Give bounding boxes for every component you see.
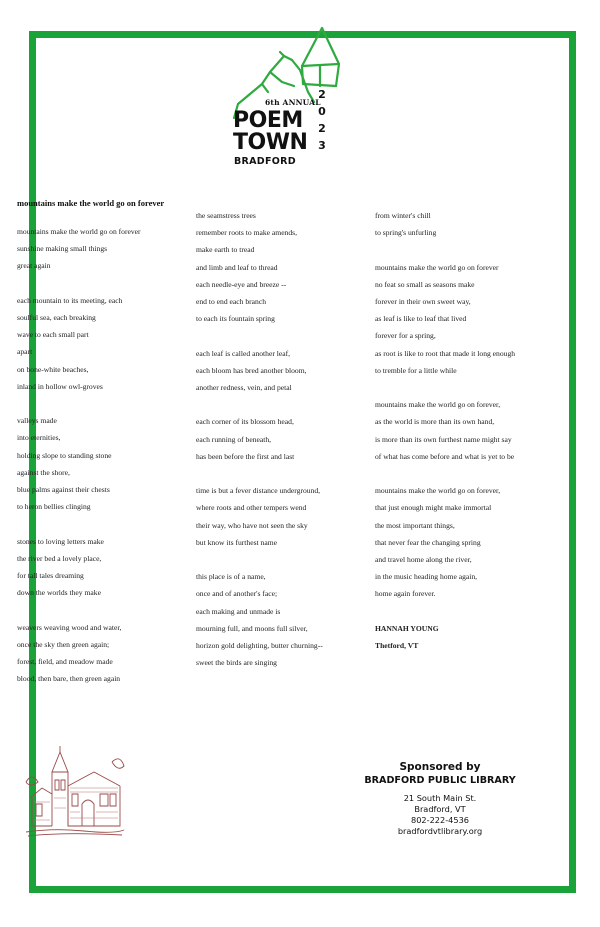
poem-title: mountains make the world go on forever [17,198,165,208]
poem-line: in the music heading home again, [375,572,478,582]
poem-line: each making and unmade is [196,606,281,616]
poem-line: each leaf is called another leaf, [196,348,291,358]
logo-town-word: TOWN [233,130,308,155]
poem-line: blood, then bare, then green again [17,674,121,684]
poem-line: another redness, vein, and petal [196,383,292,393]
poem-line: valleys made [17,416,57,426]
logo-poem-word: POEM [233,108,303,133]
stanza-gap [17,275,141,292]
logo-year [316,86,328,154]
poem-line: each mountain to its meeting, each [17,295,123,305]
poem-line: weavers weaving wood and water, [17,622,122,632]
poem-line: to each its fountain spring [196,314,275,324]
poem-town-logo [210,22,340,182]
year-digit: 2 [318,122,326,135]
poem-line: horizon gold delighting, butter churning-- [196,641,323,651]
poem-line: on bone-white beaches, [17,364,89,374]
poem-line: sunshine making small things [17,244,108,254]
poem-line: wave to each small part [17,330,89,340]
stanza-gap [196,327,323,344]
poem-line: each needle-eye and breeze -- [196,279,287,289]
annual-label: 6th ANNUAL [265,98,321,107]
poem-line: mountains make the world go on forever, [375,486,501,496]
poem-line: soulful sea, each breaking [17,313,96,322]
poem-line: into eternities, [17,433,61,443]
poem-line: down the worlds they make [17,588,101,598]
logo-bradford-word: BRADFORD [234,156,296,167]
poem-line: to heron bellies clinging [17,502,91,512]
poem-line: of what has come before and what is yet to be [375,451,515,461]
poem-line: that just enough might make immortal [375,503,492,513]
poem-line: against the shore, [17,467,70,477]
poem-line: from winter's chill [375,211,431,220]
poem-column-3 [375,207,515,654]
sponsor-address: 21 South Main St. [403,793,477,803]
stanza-gap [196,396,323,413]
stanza-gap [375,465,515,482]
poem-line: once the sky then green again; [17,639,110,649]
library-sketch-image [24,742,126,838]
poem-line: mountains make the world go on forever, [375,400,501,410]
poem-line: to spring's unfurling [375,228,437,238]
sponsor-phone: 802-222-4536 [410,815,469,825]
sponsor-block [360,760,520,837]
stanza-gap [17,515,141,532]
poem-line: remember roots to make amends, [196,228,298,238]
poem-line: each corner of its blossom head, [196,417,294,427]
poem-line: and limb and leaf to thread [196,262,278,272]
poem-line: as root is like to root that made it long enough [375,348,516,358]
poem-line: apart [17,347,33,357]
library-building-icon [24,742,126,838]
poem-column-1 [17,223,141,687]
poem-line: this place is of a name, [196,572,266,582]
poem-line: once and of another's face; [196,589,278,599]
poem-line: sweet the birds are singing [196,658,277,668]
poem-line: home again forever. [375,589,436,599]
poem-line: each running of beneath, [196,434,272,444]
author-name: HANNAH YOUNG [375,623,439,633]
poem-line: as leaf is like to leaf that lived [375,314,467,324]
stanza-gap [375,241,515,258]
poem-line: each bloom has bred another bloom, [196,365,307,375]
poem-line: mountains make the world go on forever [375,262,499,272]
poem-line: forever for a spring, [375,331,436,341]
poem-line: forever in their own sweet way, [375,297,471,306]
sponsor-name: BRADFORD PUBLIC LIBRARY [364,775,516,786]
poem-line: mourning full, and moons full silver, [196,623,308,633]
poem-line: forest, field, and meadow made [17,657,113,667]
poem-line: end to end each branch [196,297,266,307]
stanza-gap [196,465,323,482]
poem-line: holding slope to standing stone [17,450,112,460]
poem-line: blue palms against their chests [17,485,110,495]
poem-line: is more than its own furthest name might say [375,434,512,444]
sponsored-by-label: Sponsored by [399,761,481,773]
author-location: Thetford, VT [375,641,419,651]
poem-line: the seamstress trees [196,211,256,220]
poem-line: for tall tales dreaming [17,571,84,581]
year-digit: 2 [318,88,326,101]
poem-line: great again [17,261,51,271]
poem-line: their way, who have not seen the sky [196,520,308,530]
poem-line: as the world is more than its own hand, [375,417,495,427]
stanza-gap [17,395,141,412]
poem-line: to tremble for a little while [375,365,457,375]
poem-line: inland in hollow owl-groves [17,381,103,391]
poem-line: stones to loving letters make [17,536,104,546]
poem-line: and travel home along the river, [375,555,472,565]
poem-column-2 [196,207,323,671]
poem-line: but know its furthest name [196,537,277,547]
stanza-gap [375,379,515,396]
stanza-gap [375,603,515,620]
year-digit: 3 [318,139,326,152]
stanza-gap [17,601,141,618]
poem-line: the most important things, [375,520,455,530]
poem-line: where roots and other tempers wend [196,503,307,513]
poem-line: mountains make the world go on forever [17,227,141,236]
stanza-gap [196,551,323,568]
poem-line: time is but a fever distance underground, [196,486,321,496]
sponsor-contact [360,793,520,837]
poem-line: has been before the first and last [196,451,295,461]
poem-line: make earth to tread [196,245,255,255]
sponsor-city: Bradford, VT [414,804,466,814]
poem-line: that never fear the changing spring [375,537,481,547]
poem-line: no feat so small as seasons make [375,279,475,289]
sponsor-website[interactable]: bradfordvtlibrary.org [397,826,483,836]
year-digit: 0 [318,105,326,118]
poem-line: the river bed a lovely place, [17,553,102,563]
